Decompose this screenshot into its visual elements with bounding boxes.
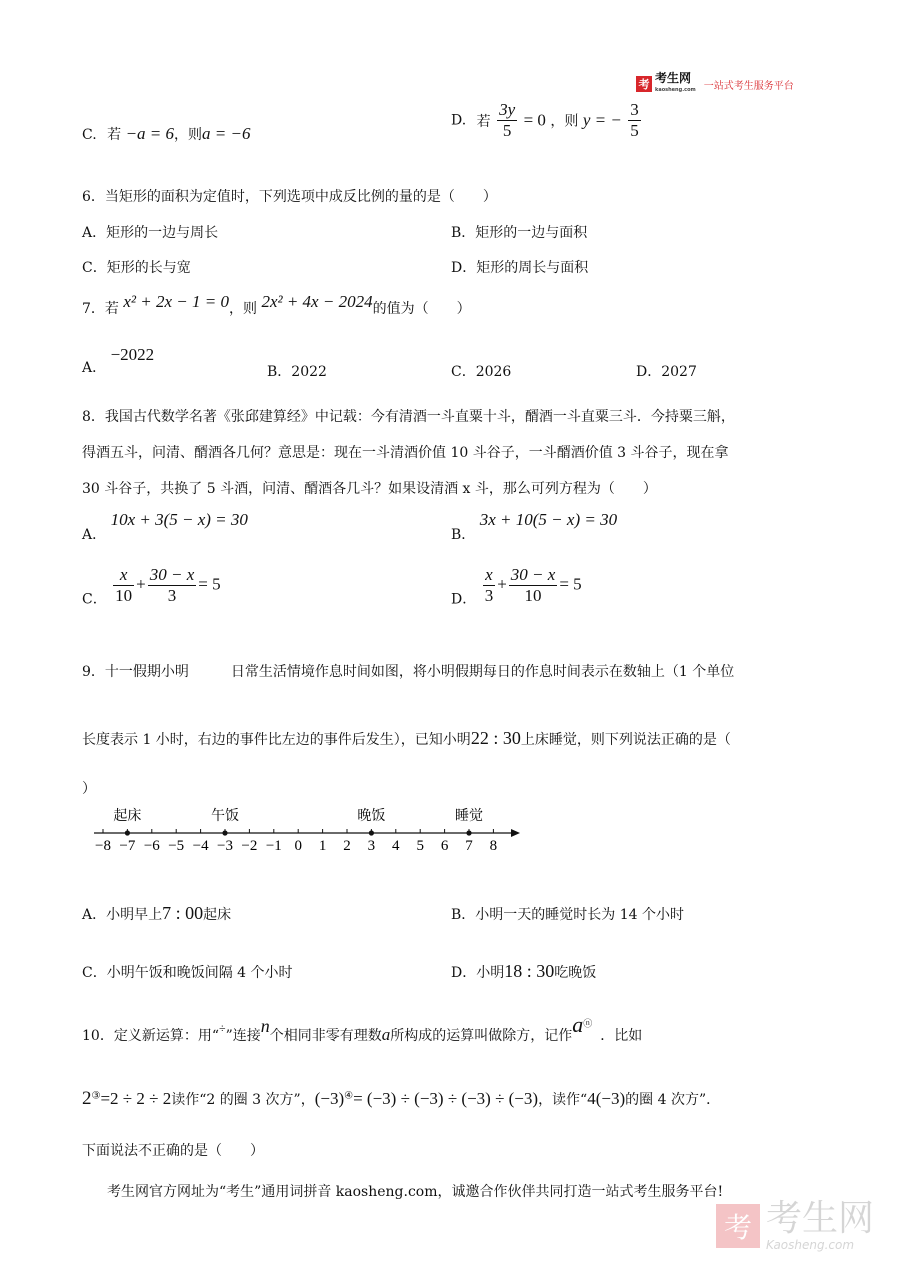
- watermark-domain: Kaosheng.com: [766, 1238, 855, 1252]
- q7-option-b: B．2022: [267, 364, 327, 380]
- q8-option-d: D． $\frac{x}{3}$ + $\frac{30 - x}{10}$ = 5: [451, 565, 582, 608]
- axis-tick-label: 0: [294, 838, 302, 854]
- q6-option-c: C．矩形的长与宽: [82, 260, 191, 276]
- q7-option-d: D．2027: [636, 364, 697, 380]
- axis-event-point: [369, 830, 374, 835]
- q6-option-d: D．矩形的周长与面积: [451, 260, 589, 276]
- watermark-mark-icon: 考: [716, 1204, 760, 1248]
- logo-slogan: 一站式考生服务平台: [703, 80, 794, 92]
- axis-event-point: [222, 830, 227, 835]
- axis-tick-label: 1: [318, 838, 327, 854]
- q8-line-3: 30 斗谷子，共换了 5 斗酒，问清、醑酒各几斗？如果设清酒 x 斗，那么可列方程为（ ）: [82, 481, 657, 497]
- header-logo: [636, 72, 794, 96]
- axis-event-point: [466, 830, 471, 835]
- q10-line-3: 下面说法不正确的是（ ）: [82, 1143, 264, 1159]
- q8-option-c: C． $\frac{x}{10}$ + $\frac{30 - x}{3}$ = 5: [82, 565, 221, 608]
- axis-tick-label: −2: [241, 838, 258, 854]
- q9-number-line: [90, 800, 530, 860]
- q9-option-a: A．小明早上7 : 00起床: [82, 903, 232, 923]
- footer-text: 考生网官方网址为“考生”通用词拼音 kaosheng.com，诚邀合作伙伴共同打造一站式考生服务平台!: [107, 1184, 724, 1200]
- q9-option-d: D．小明18 : 30吃晚饭: [451, 961, 597, 981]
- axis-event-label: 午饭: [211, 808, 239, 824]
- axis-tick-label: 2: [343, 838, 351, 854]
- q5-d-fraction-2: $\frac{3}{5}$: [630, 100, 639, 140]
- axis-tick-label: −3: [217, 838, 233, 854]
- q9-option-b: B．小明一天的睡觉时长为 14 个小时: [451, 907, 685, 923]
- axis-tick-label: 5: [416, 838, 424, 854]
- watermark-name: 考生网: [766, 1198, 875, 1239]
- watermark-logo: [716, 1200, 874, 1252]
- axis-tick-label: −5: [168, 838, 185, 854]
- q6-option-b: B．矩形的一边与面积: [451, 225, 588, 241]
- axis-tick-label: −8: [95, 838, 111, 854]
- axis-arrow-icon: [511, 829, 520, 837]
- q8-line-1: 8．我国古代数学名著《张邱建算经》中记载：今有清酒一斗直粟十斗，醑酒一斗直粟三斗．今持粟三斛，: [82, 409, 735, 425]
- axis-tick-label: −7: [119, 838, 136, 854]
- axis-tick-label: 4: [392, 838, 400, 854]
- q9-option-c: C．小明午饭和晚饭间隔 4 个小时: [82, 965, 293, 981]
- q5-d-fraction: $\frac{3y}{5}$: [499, 100, 516, 140]
- axis-tick-label: −1: [265, 838, 282, 854]
- axis-tick-label: 8: [489, 838, 498, 854]
- q9-line-2: 长度表示 1 小时，右边的事件比左边的事件后发生），已知小明22 : 30上床睡觉，则下列说法正确的是（: [82, 728, 731, 748]
- axis-event-label: 睡觉: [455, 808, 483, 824]
- axis-tick-label: 3: [367, 838, 376, 854]
- q10-line-1: 10．定义新运算：用“÷”连接n个相同非零有理数a所构成的运算叫做除方，记作aⓝ．比如: [82, 1012, 643, 1044]
- q9-line-1: 9．十一假期小明 日常生活情境作息时间如图，将小明假期每日的作息时间表示在数轴上（1 个单位: [82, 664, 735, 680]
- q7-option-a: A． −2022: [82, 345, 155, 376]
- logo-domain: kaosheng.com: [655, 87, 696, 93]
- axis-event-point: [125, 830, 130, 835]
- q8-option-b: B． 3x + 10(5 − x) = 30: [451, 510, 618, 543]
- q7-option-c: C．2026: [451, 364, 512, 380]
- axis-tick-label: 7: [465, 838, 473, 854]
- axis-tick-label: −4: [192, 838, 209, 854]
- logo-mark-icon: 考: [636, 76, 652, 92]
- q6-option-a: A．矩形的一边与周长: [82, 225, 219, 241]
- q8-line-2: 得酒五斗，问清、醑酒各几何？意思是：现在一斗清酒价值 10 斗谷子，一斗醑酒价值 3 斗谷子，现在拿: [82, 445, 729, 461]
- q9-line-3: ）: [82, 781, 96, 797]
- q5-option-d: D. 若 $\frac{3y}{5}$ = 0 ，则 y = − $\frac{3}{5}$: [451, 100, 639, 140]
- q7-stem: 7．若 x² + 2x − 1 = 0，则 2x² + 4x − 2024的值为（ ）: [82, 292, 471, 317]
- axis-event-label: 起床: [113, 808, 142, 824]
- logo-name: 考生网: [655, 71, 692, 85]
- q5-option-c: C. 若 −a = 6，则a = −6: [82, 124, 251, 143]
- axis-tick-label: 6: [440, 838, 449, 854]
- q8-option-a: A． 10x + 3(5 − x) = 30: [82, 510, 248, 543]
- q6-stem: 6．当矩形的面积为定值时，下列选项中成反比例的量的是（ ）: [82, 189, 497, 205]
- q10-line-2: 2③=2 ÷ 2 ÷ 2读作“2 的圈 3 次方”，(−3)④= (−3) ÷ (−3) ÷ (−3) ÷ (−3)，读作“4(−3)的圈 4 次方”．: [82, 1088, 721, 1109]
- axis-event-label: 晚饭: [357, 808, 386, 824]
- axis-tick-label: −6: [143, 838, 160, 854]
